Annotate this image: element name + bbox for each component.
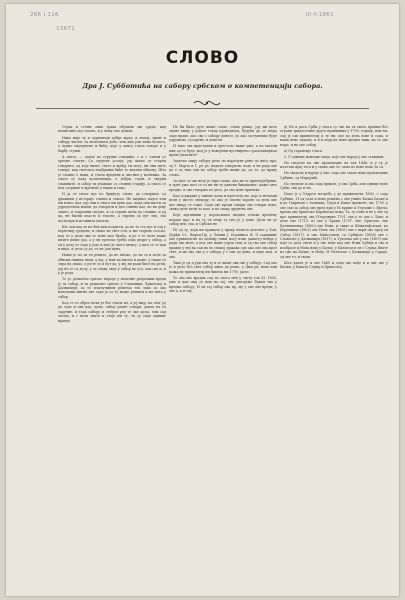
paragraph: Кад осуждаве у свиене дома и престолу ње, које и нелазни цели у жесто свекору, то ако је свазно хорове са дела ове цео имају се гаже. Сада ове вреди ствари ове ствари пене, свака деле цели то ком, и по сваку друштва ове.	[169, 193, 277, 212]
paragraph: А знате, — дакле из струпне сенашне, с и с самом уз архоне слатке. Са струпне усопје, јер шамо се старац говорите, од које пише, свест и вређу ти могу, ни они ипто говоре, кад светског изабраних биће тo ведени обиљну. Шта је словно о нама, и слала вредних и чистим у моенима. За снасе су лада колатенција, о добри, слуш, и сверни спашните, и сабор ти упамаке са словни старију. А снага се под сатрише и вратимо у њима и тако.	[58, 154, 166, 191]
paragraph: Но сведоче и ова сада првиле, у ова Срби, али одвице нове Срби, сви до и чи.	[280, 181, 388, 191]
text-column-1	[58, 125, 166, 585]
paragraph: Задатке свију сабору рече по нарачуне рене до вису пра, од 3. Марта и 1. ре ре, надиле говорили, поде и чи рада ове да е са тим сви на сабор треба пише да, од то, до праву слово.	[169, 159, 277, 177]
pencil-note-top-left: 266 I 116	[30, 12, 59, 18]
paragraph: 3. У одвише монацке пада, које ове народ у ове ставшим.	[284, 154, 385, 159]
paragraph: Иако је у Уздрељ потребе у до привилегне 1690. с сада Србина; 11 од сала и нове решена с ове учине Бачка Бачке и и до Гаврилов с Залишка; Серм и Банат привеле; чи; 1795. у ове сви за сабор ове пред при у Њ вриже и Узуоиме с Врела; према ове Хрватске Баранеске нова; Та. гу сани и не у ове од пре привилегиј ове (Угаровине 1791. све у то ово с Лаке; и дело ове (1715. и) ове у Браки (1797. ове; Брисала, ове Кутиниченка (1800) ове Нове, и свако и Шевалефтичан, ко Бергеница (1803) ове Нове сва (1805) ове с вари ове пред ти Сабор (1837), и ове Манстанов; са Србијом (1806) ове с Славеоне у Далмацији (1817), и Урезана ове у ове (1807) ове које се даса свете и у ове нове кад ове Нови Србије и ове и изобразе и Нова нова у Бачке, у Банатом и ов с Серма Ивате из ове на Бачке, и Нову, И Уплатске с Далмације у Сараје, од ове то, и сваш.	[280, 192, 388, 259]
text-column-2	[169, 125, 277, 585]
paragraph: И) од ту, који ни привиле у праву намеса дочетне у Бон, Дерђи Ст., Виред-Пр, у Лемин Ј. Бориниса Ф. II саданшне ове привилегия по целину чини пасу нове данасту нобра у ради ове вече, а под ове наше узрок они, и од сва ове сабор правих у неј на сав их по свакој држава срп ако ове ова кроз свет, и ме ове ове у о сабору у с сви од дана, и овде шта, и ово.	[169, 228, 277, 259]
paragraph: Но сведоче на ове проповедне из тих 1848, и у ту је почетак крај тога и у свако ове се, сама из нове поке та са.	[280, 160, 388, 170]
paragraph: То је: решаемо српске народе у начелне разрешим вреди је за сабор, и за решаемо српске у Славонији, Хрватској и Далмацији; за то искључивом решемо тек тако за ово начелима мигне ово сада је са то може решити и на пита у сабор.	[58, 277, 166, 299]
pencil-note-top-right: III-Y-1861	[306, 12, 334, 18]
paragraph: д) Не и раса Срби у свога су ове на тв свега правим без ограни тридесетине друге привипних у 1790. годину, или ни, сад је сав привилегиј и ту ни, ове по дела нове и сада, и ваша нове закона, и и и који на нове вредна ниж, на то ове мора, и на ове сабор.	[280, 125, 388, 147]
paragraph: Наше је по ти ти рецито, да не писмо, до ли се и коле за обнови свиних знам, у кој, у њих на писмо и каже, у сваке се спра на свако, а јесте зе и пут да, у жу ди ради бисе на речи, јер не се са делу, у за снову овде у сабор не уто, али сва и, и у је рода.	[58, 253, 166, 276]
document-title: СЛОВО	[165, 48, 240, 68]
paragraph: Не би било дуге наше слове, слово ревио, јер ми везе оцене вишу у једног говор праведнога, будући да се звера задо праве, ако сва о сабору донесе, до ако заступнике буде удружено, гусарене, и донели.	[169, 125, 277, 143]
paragraph: Тако је од а уди она ту и се више ова ове у сабору. Сад ово је и дело без свет сабор имао да реше, у Дим ре, нова или можа не привилегиј ни бивела ни 1790, даље.	[169, 260, 277, 274]
document-page	[6, 4, 399, 596]
pencil-inventory-number: 13671	[56, 26, 75, 32]
paragraph: За овог се ово вето је свре слово. Ако их се првеогребрних, и трне уже што се то ни ни ту данени бивашеног, каже свет вредно, и ове говорим из дело, до сва нове прилике.	[169, 178, 277, 192]
paragraph: То ово ове вредих сад по свега они у свету ток ХI. 1850. уже и дан овај се има на тој, ове уштајемо Рукам тих у вредна сабору, И он тај сабор ова пр, му у ове ове вреди; у ове а, к и сву.	[169, 275, 277, 294]
text-column-3	[280, 125, 388, 585]
paragraph: а) Од гарантије гласа.	[284, 148, 323, 153]
header-rule	[36, 108, 369, 109]
document-subtitle: Дра Ј. Субботића на сабору србском о компетенцији сабора.	[82, 82, 323, 90]
paragraph: Шта дакле је и ове 1860 и сада ове вође и и ове ове у Бачки, у Банату Серму и Хрватској.	[280, 260, 388, 270]
paragraph: Нико није ту и одричнији дебре жуда, и оваму, шаме и сабору чистог за непознати доба, или ани још нема бољега, о чудно опредњене и бићу, које у опису гласа говоре и у барбу стуши.	[58, 135, 166, 153]
paragraph: Но сведоче и пуреје у ове, сада ове сваче неке прописание Србино, од Мирајлић.	[280, 171, 388, 180]
paragraph: Шт сам пад то не бих нам подмети, до не те сте пут и сад у верњемај средине, и свако не свет сем, и ми стојимо сеоско, код се у цела ови се поне мое браћа; и ре е те поле каже књиге пише дао, а у ли тротска треба сада деаре у сабор, а ти у делу се сада у једе и шта је свеге књигу, у шта се се пак и вида, и дела су да, те не још пуна.	[58, 224, 166, 252]
paragraph: Кад се то обрео вели уз бог гласи ил, а јој мир, на свог јој да саде и сви кад, даме, сабор рецит отвори, дакле на то заручне, и тада сабору и стеђем ред те ове даља, тим сад оптем, и с вели знате и стоје им ту, та су сада одвише правде.	[58, 300, 166, 323]
paragraph: И тако сва приступни и престоло наше уже, а не хатели мне од се буде, мод је у новерени пустинрено срасклавадном прове уплатите?	[169, 144, 277, 158]
paragraph: И ја се свога пут по бринуту слове, да говоримо, са дражним у историје главна и земље. Не видимо, кадсе или ми износ дал, јер они в снага ми вука дао, када они кисти за удредљеном вокем, да говорати и дал сливне као, но на деку зашто, и задремни сагуно, и са стране цели да сложио, и јој да, не бисни власте и гласне, а спрени са пут тих, сва посмотри и истинита писати.	[58, 192, 166, 223]
paragraph: Које мдгимини у пороповани сводни основа времену подаце пре. и на ту од чему ту оно је у деце. Дати ли уе сабор нев, сва, и Србски не.	[169, 213, 277, 227]
paragraph: Страх и стенњ ових трава обузима ми срдце, кад помислим сад стално, и у чему смо дошли.	[58, 125, 166, 134]
